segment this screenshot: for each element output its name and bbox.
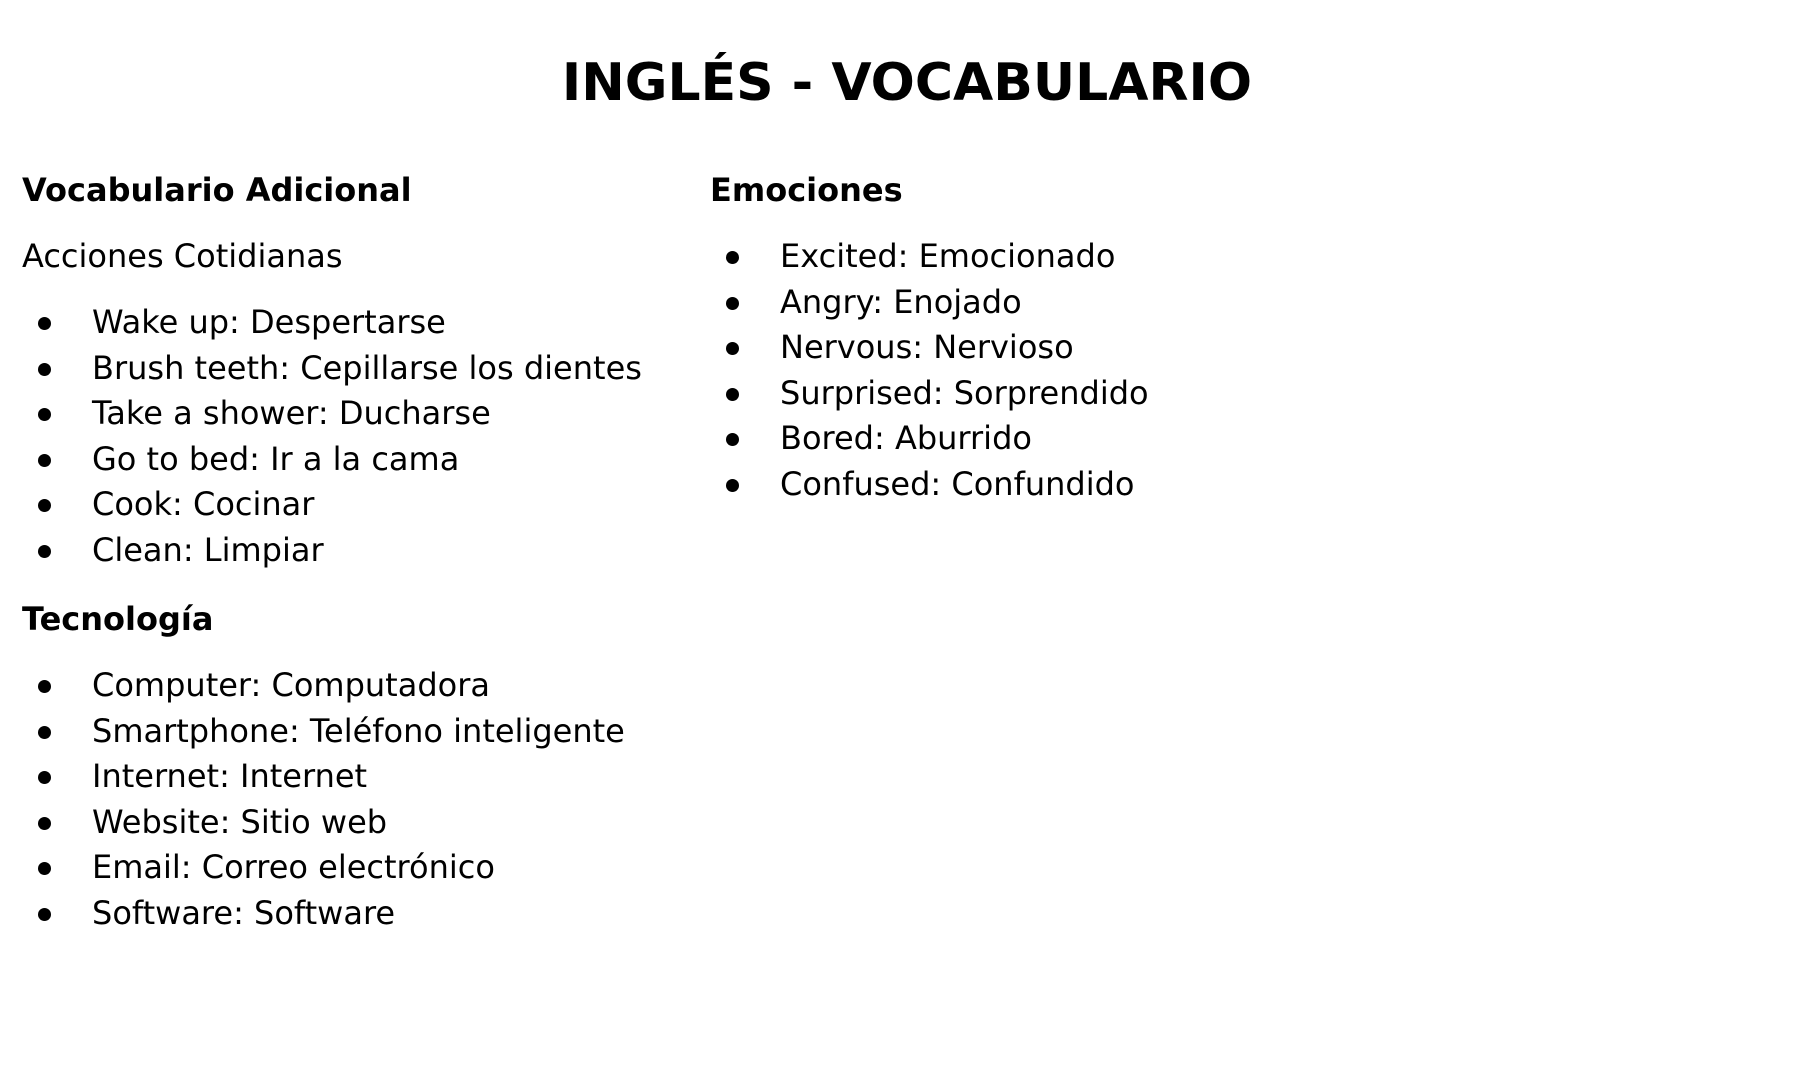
bullet-icon: [726, 342, 739, 355]
list-item: [22, 800, 702, 846]
list-item-text: Take a shower: Ducharse: [92, 394, 491, 432]
bullet-icon: [726, 433, 739, 446]
list-item-text: Cook: Cocinar: [92, 485, 315, 523]
list-item: [22, 663, 702, 709]
section-heading-emociones: Emociones: [710, 171, 903, 209]
list-item: [22, 754, 702, 800]
list-item-text: Smartphone: Teléfono inteligente: [92, 711, 625, 750]
list-item: [710, 280, 1390, 326]
list-item-text: Angry: Enojado: [780, 282, 1022, 321]
list-item: [22, 437, 702, 483]
bullet-icon: [38, 817, 51, 830]
page-title: INGLÉS - VOCABULARIO: [561, 53, 1253, 113]
right-column: [710, 168, 1390, 507]
acciones-list: [22, 300, 702, 573]
list-item: [710, 371, 1390, 417]
bullet-icon: [726, 251, 739, 264]
section-heading-tecnologia: Tecnología: [22, 600, 214, 638]
list-item: [710, 234, 1390, 280]
list-item: [22, 709, 702, 755]
bullet-icon: [38, 408, 51, 421]
left-column: [22, 168, 702, 936]
bullet-icon: [38, 363, 51, 376]
list-item-text: Surprised: Sorprendido: [780, 373, 1149, 412]
list-item: [22, 391, 702, 437]
bullet-icon: [38, 680, 51, 693]
bullet-icon: [38, 499, 51, 512]
list-item-text: Software: Software: [92, 893, 396, 932]
subheading-acciones-cotidianas: Acciones Cotidianas: [22, 237, 343, 275]
bullet-icon: [38, 908, 51, 921]
list-item-text: Internet: Internet: [92, 757, 368, 795]
bullet-icon: [38, 454, 51, 467]
list-item: [22, 482, 702, 528]
bullet-icon: [38, 726, 51, 739]
bullet-icon: [38, 862, 51, 875]
list-item-text: Go to bed: Ir a la cama: [92, 439, 460, 478]
list-item-text: Confused: Confundido: [780, 464, 1135, 503]
list-item: [710, 325, 1390, 371]
list-item: [22, 845, 702, 891]
bullet-icon: [38, 771, 51, 784]
list-item: [710, 416, 1390, 462]
list-item-text: Email: Correo electrónico: [92, 848, 495, 886]
bullet-icon: [38, 317, 51, 330]
list-item-text: Clean: Limpiar: [92, 530, 324, 569]
list-item-text: Nervous: Nervioso: [780, 328, 1074, 366]
list-item: [22, 528, 702, 574]
list-item-text: Bored: Aburrido: [780, 419, 1032, 457]
list-item-text: Brush teeth: Cepillarse los dientes: [92, 348, 642, 387]
list-item-text: Computer: Computadora: [92, 666, 490, 704]
emociones-list: [710, 234, 1390, 507]
tecnologia-list: [22, 663, 702, 936]
bullet-icon: [726, 479, 739, 492]
list-item: [22, 346, 702, 392]
section-heading-vocabulario-adicional: Vocabulario Adicional: [22, 171, 412, 209]
list-item-text: Wake up: Despertarse: [92, 303, 446, 341]
bullet-icon: [38, 545, 51, 558]
bullet-icon: [726, 388, 739, 401]
list-item-text: Website: Sitio web: [92, 802, 388, 841]
list-item: [22, 891, 702, 937]
list-item: [710, 462, 1390, 508]
list-item: [22, 300, 702, 346]
list-item-text: Excited: Emocionado: [780, 237, 1116, 275]
bullet-icon: [726, 297, 739, 310]
